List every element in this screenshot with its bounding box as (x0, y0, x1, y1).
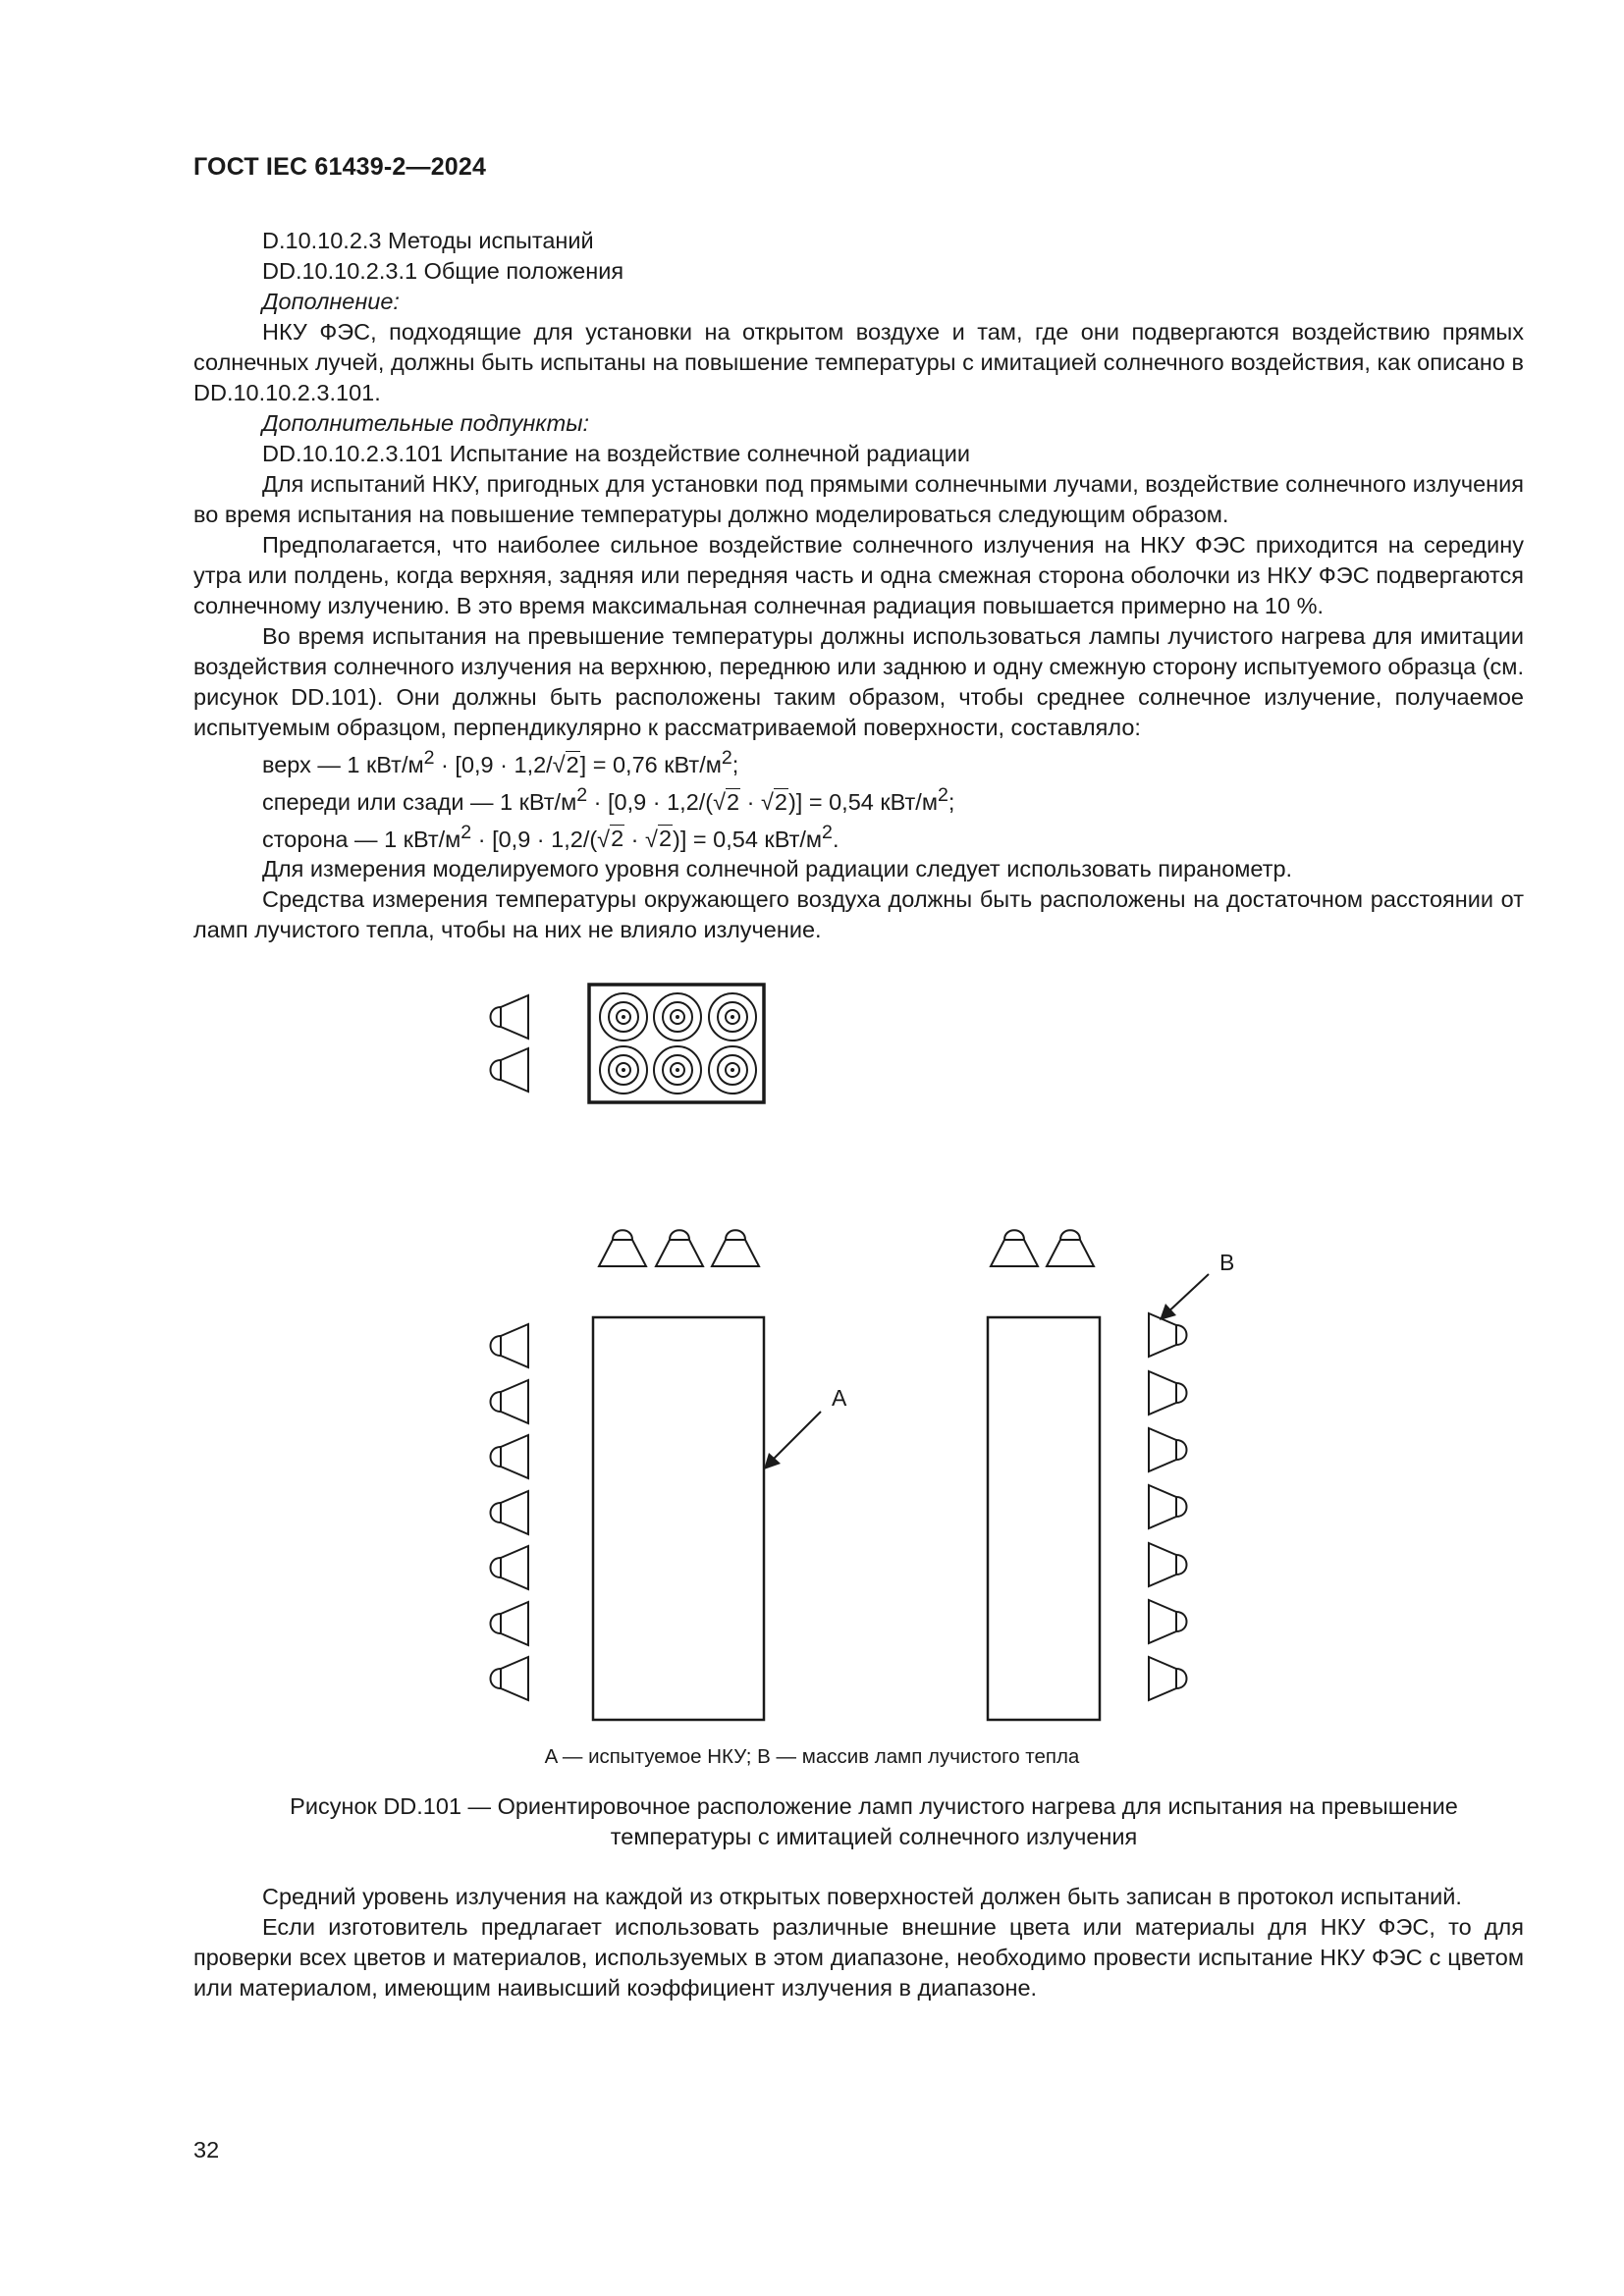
paragraph: Предполагается, что наиболее сильное воздействие солнечного излучения на НКУ ФЭС приходится на середину утра или полдень, когда верхняя, задняя или передняя часть и одна смежная сторона оболочки из НКУ ФЭС подвергаются солнечному излучению. В это время максимальная солнечная радиация повышается примерно на 10 %. (193, 532, 1524, 618)
top-lamp-icon (654, 1046, 701, 1094)
page-header: ГОСТ IEC 61439-2—2024 (193, 153, 487, 181)
side-lamp-icon (491, 1602, 529, 1645)
top-lamp-icon (709, 1046, 756, 1094)
side-lamp-icon (1149, 1485, 1187, 1528)
top-lamp-icon (600, 993, 647, 1041)
formula-side: сторона — 1 кВт/$м^2 \cdot [0,9 \cdot 1,2/(√2 \cdot √2)] = 0,54$ кВт/$м^2$. (262, 821, 839, 852)
label-a: A (832, 1385, 847, 1411)
figure-caption: Рисунок DD.101 — Ориентировочное расположение ламп лучистого нагрева для испытания на превышение температуры с имитацией солнечного излучения (290, 1793, 1458, 1849)
additional-subclauses-label: Дополнительные подпункты: (262, 410, 590, 436)
subclause-heading: DD.10.10.2.3.101 Испытание на воздействие солнечной радиации (262, 441, 971, 466)
top-lamp-icon (712, 1230, 759, 1266)
formula-top: верх — 1 кВт/$м^2 \cdot [0,9 \cdot 1,2/√2] = 0,76$ кВт/$м^2$; (262, 747, 739, 777)
side-lamp-icon (1149, 1428, 1187, 1471)
subsection-heading: DD.10.10.2.3.1 Общие положения (262, 258, 624, 284)
side-lamp-icon (491, 1491, 529, 1534)
side-lamp-icon (1149, 1313, 1187, 1357)
section-heading: D.10.10.2.3 Методы испытаний (262, 228, 594, 253)
top-lamp-icon (654, 993, 701, 1041)
side-lamp-icon (491, 1435, 529, 1478)
addition-label: Дополнение: (262, 289, 400, 314)
top-lamp-icon (1047, 1230, 1094, 1266)
side-lamp-icon (491, 1546, 529, 1589)
top-lamp-icon (599, 1230, 646, 1266)
top-lamp-icon (600, 1046, 647, 1094)
top-view (491, 985, 765, 1102)
side-lamp-icon (491, 1048, 529, 1092)
side-lamp-icon (491, 1380, 529, 1423)
side-lamp-icon (1149, 1657, 1187, 1700)
tested-assembly-front (593, 1317, 764, 1720)
paragraph: Во время испытания на превышение температуры должны использоваться лампы лучистого нагрева для имитации воздействия солнечного излучения на верхнюю, переднюю или заднюю и одну смежную сторону испытуемого образца (см. рисунок DD.101). Они должны быть расположены таким образом, чтобы среднее солнечное излучение, получаемое испытуемым образцом, перпендикулярно к рассматриваемой поверхности, составляло: (193, 623, 1524, 740)
page-number: 32 (193, 2137, 220, 2163)
side-lamp-icon (491, 1657, 529, 1700)
tested-assembly-side (988, 1317, 1100, 1720)
side-lamp-icon (1149, 1543, 1187, 1586)
label-b: B (1219, 1250, 1235, 1275)
leader-line-b (1164, 1274, 1209, 1315)
side-lamp-icon (1149, 1371, 1187, 1415)
top-lamp-icon (709, 993, 756, 1041)
paragraph: Для измерения моделируемого уровня солнечной радиации следует использовать пиранометр. (262, 856, 1293, 882)
figure-legend: A — испытуемое НКУ; B — массив ламп лучистого тепла (544, 1745, 1080, 1768)
paragraph: Для испытаний НКУ, пригодных для установки под прямыми солнечными лучами, воздействие солнечного излучения во время испытания на повышение температуры должно моделироваться следующим образом. (193, 471, 1524, 527)
paragraph: Средства измерения температуры окружающего воздуха должны быть расположены на достаточном расстоянии от ламп лучистого тепла, чтобы на них не влияло излучение. (193, 886, 1524, 943)
paragraph: Если изготовитель предлагает использовать различные внешние цвета или материалы для НКУ ФЭС, то для проверки всех цветов и материалов, используемых в этом диапазоне, необходимо провести испытание НКУ ФЭС с цветом или материалом, имеющим наивысший коэффициент излучения в диапазоне. (193, 1914, 1524, 2001)
side-lamp-icon (491, 995, 529, 1039)
leader-line-a (768, 1412, 821, 1465)
side-lamp-icon (491, 1324, 529, 1367)
side-lamp-icon (1149, 1600, 1187, 1643)
side-view (988, 1230, 1234, 1720)
top-lamp-icon (656, 1230, 703, 1266)
paragraph: Средний уровень излучения на каждой из открытых поверхностей должен быть записан в протокол испытаний. (262, 1884, 1462, 1909)
paragraph: НКУ ФЭС, подходящие для установки на открытом воздухе и там, где они подвергаются воздействию прямых солнечных лучей, должны быть испытаны на повышение температуры с имитацией солнечного воздействия, как описано в DD.10.10.2.3.101. (193, 319, 1524, 405)
formula-front: спереди или сзади — 1 кВт/$м^2 \cdot [0,9 \cdot 1,2/(√2 \cdot √2)] = 0,54$ кВт/$м^2$; (262, 783, 955, 815)
body-text-lower (193, 1882, 1524, 2003)
top-lamp-icon (991, 1230, 1038, 1266)
front-view (491, 1230, 848, 1720)
